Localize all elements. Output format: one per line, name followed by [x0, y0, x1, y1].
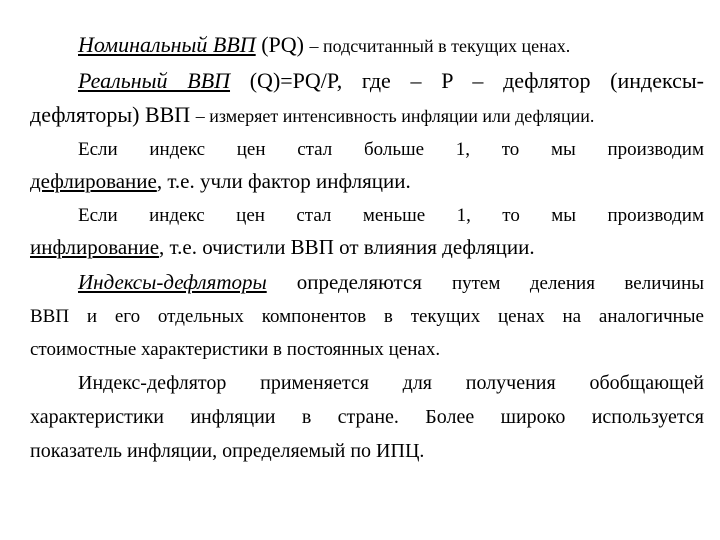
paragraph-inflation-line-1: [30, 206, 704, 225]
are-determined-text: определяются: [296, 270, 422, 294]
price-index-greater-text: Если индекс цен стал больше 1, то мы производим: [78, 139, 704, 160]
deflator-usage-text-3: показатель инфляции, определяемый по ИПЦ.: [30, 440, 425, 462]
term-index-deflators: Индексы-дефляторы: [78, 270, 267, 294]
deflating-explanation: , т.е. учли фактор инфляции.: [156, 169, 411, 193]
document-page: [30, 34, 704, 461]
inflating-explanation: , т.е. очистили ВВП от влияния дефляции.: [159, 235, 535, 259]
deflator-usage-text-1: Индекс-дефлятор применяется для получения обобщающей: [78, 372, 704, 394]
paragraph-deflation-line-2: [30, 171, 704, 192]
definition-nominal-gdp: – подсчитанный в текущих ценах.: [309, 36, 571, 56]
term-inflating: инфлирование: [30, 235, 160, 259]
term-real-gdp: Реальный ВВП: [78, 68, 231, 93]
deflator-usage-text-2: характеристики инфляции в стране. Более широко используется: [30, 406, 704, 428]
paragraph-inflation-line-2: [30, 237, 704, 258]
paragraph-deflation-line-1: [30, 140, 704, 159]
paragraph-real-gdp-line-1: [30, 70, 704, 92]
paragraph-index-deflators-line-1: [30, 272, 704, 293]
paragraph-nominal-gdp: [30, 34, 704, 56]
paragraph-deflator-usage-line-1: [30, 373, 704, 393]
paragraph-real-gdp-line-2: [30, 104, 704, 126]
by-dividing-text: путем деления величины: [451, 273, 705, 294]
paragraph-index-deflators-line-2: [30, 307, 704, 326]
real-gdp-definition: – измеряет интенсивность инфляции или дефляции.: [195, 106, 595, 126]
paragraph-deflator-usage-line-3: [30, 441, 704, 461]
deflators-gdp-text: дефляторы) ВВП: [30, 102, 191, 127]
formula-pq: (PQ): [261, 32, 304, 57]
paragraph-index-deflators-line-3: [30, 340, 704, 359]
real-gdp-formula: (Q)=PQ/P, где – P – дефлятор (индексы-: [249, 68, 704, 93]
term-deflating: дефлирование: [30, 169, 157, 193]
constant-prices-text: стоимостные характеристики в постоянных ценах.: [30, 339, 441, 360]
price-index-less-text: Если индекс цен стал меньше 1, то мы производим: [78, 205, 704, 226]
term-nominal-gdp: Номинальный ВВП: [78, 32, 256, 57]
paragraph-deflator-usage-line-2: [30, 407, 704, 427]
gdp-components-text: ВВП и его отдельных компонентов в текущих ценах на аналогичные: [30, 306, 704, 327]
